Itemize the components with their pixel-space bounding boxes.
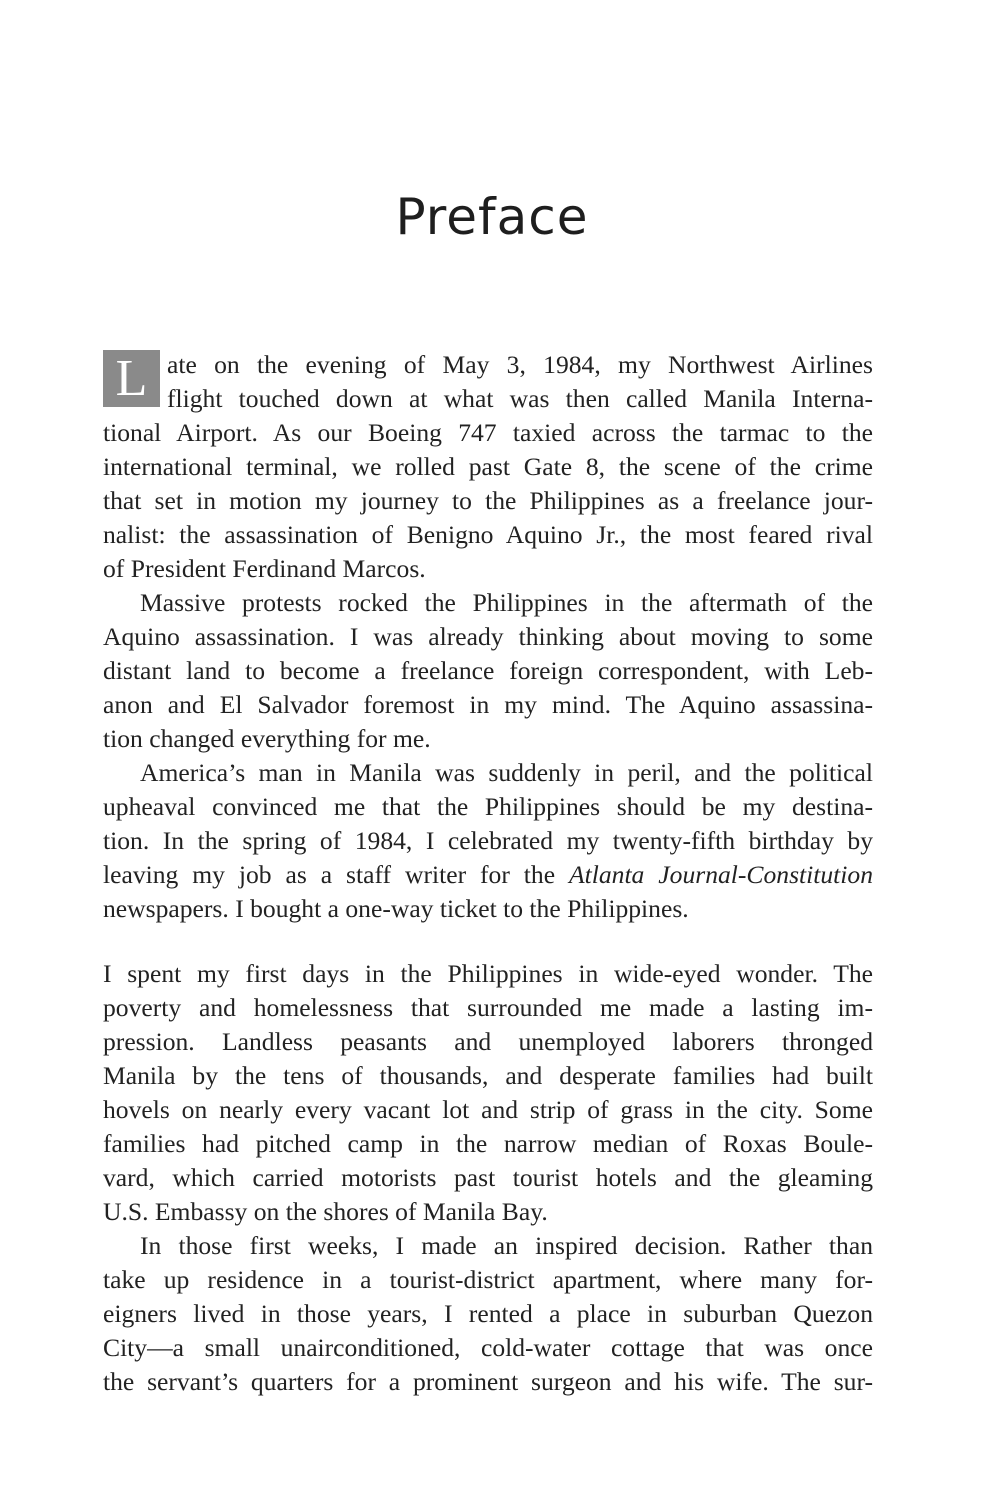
text-line: poverty and homelessness that surrounded me made a lasting im- xyxy=(103,993,873,1022)
newspaper-title: Atlanta Journal-Constitution xyxy=(569,860,873,889)
text-line: hovels on nearly every vacant lot and strip of grass in the city. Some xyxy=(103,1095,873,1124)
text-line: that set in motion my journey to the Philippines as a freelance jour- xyxy=(103,486,873,515)
text-line: families had pitched camp in the narrow median of Roxas Boule- xyxy=(103,1129,873,1158)
text-line: newspapers. I bought a one-way ticket to the Philippines. xyxy=(103,894,689,923)
text-line: distant land to become a freelance foreign correspondent, with Leb- xyxy=(103,656,873,685)
text-line: City—a small unairconditioned, cold-water cottage that was once xyxy=(103,1333,873,1362)
text-line: vard, which carried motorists past tourist hotels and the gleaming xyxy=(103,1163,873,1192)
text-line: tion. In the spring of 1984, I celebrated my twenty-fifth birthday by xyxy=(103,826,873,855)
section-1 xyxy=(103,348,873,926)
drop-cap: L xyxy=(103,350,160,407)
text-line: international terminal, we rolled past Gate 8, the scene of the crime xyxy=(103,452,873,481)
text-line: tional Airport. As our Boeing 747 taxied across the tarmac to the xyxy=(103,418,873,447)
text-line: America’s man in Manila was suddenly in peril, and the political xyxy=(140,758,873,787)
text-line: take up residence in a tourist-district apartment, where many for- xyxy=(103,1265,873,1294)
text-line: tion changed everything for me. xyxy=(103,724,431,753)
text-line: Massive protests rocked the Philippines in the aftermath of the xyxy=(140,588,873,617)
text-line: the servant’s quarters for a prominent surgeon and his wife. The sur- xyxy=(103,1367,873,1396)
text-line: Aquino assassination. I was already thinking about moving to some xyxy=(103,622,873,651)
text-line: U.S. Embassy on the shores of Manila Bay. xyxy=(103,1197,548,1226)
chapter-title: Preface xyxy=(395,188,589,246)
text-line: of President Ferdinand Marcos. xyxy=(103,554,426,583)
text-line: Manila by the tens of thousands, and desperate families had built xyxy=(103,1061,873,1090)
text-line: upheaval convinced me that the Philippines should be my destina- xyxy=(103,792,873,821)
text-line: flight touched down at what was then called Manila Interna- xyxy=(167,384,873,413)
text-line: anon and El Salvador foremost in my mind. The Aquino assassina- xyxy=(103,690,873,719)
section-2 xyxy=(103,957,873,1399)
text-line: I spent my first days in the Philippines in wide-eyed wonder. The xyxy=(103,959,873,988)
text-line: eigners lived in those years, I rented a place in suburban Quezon xyxy=(103,1299,873,1328)
text-line xyxy=(103,858,873,892)
text-line: In those first weeks, I made an inspired decision. Rather than xyxy=(140,1231,873,1260)
text-run: leaving my job as a staff writer for the xyxy=(103,860,569,889)
text-line: pression. Landless peasants and unemployed laborers thronged xyxy=(103,1027,873,1056)
text-line: ate on the evening of May 3, 1984, my Northwest Airlines xyxy=(167,350,873,379)
text-line: nalist: the assassination of Benigno Aquino Jr., the most feared rival xyxy=(103,520,873,549)
